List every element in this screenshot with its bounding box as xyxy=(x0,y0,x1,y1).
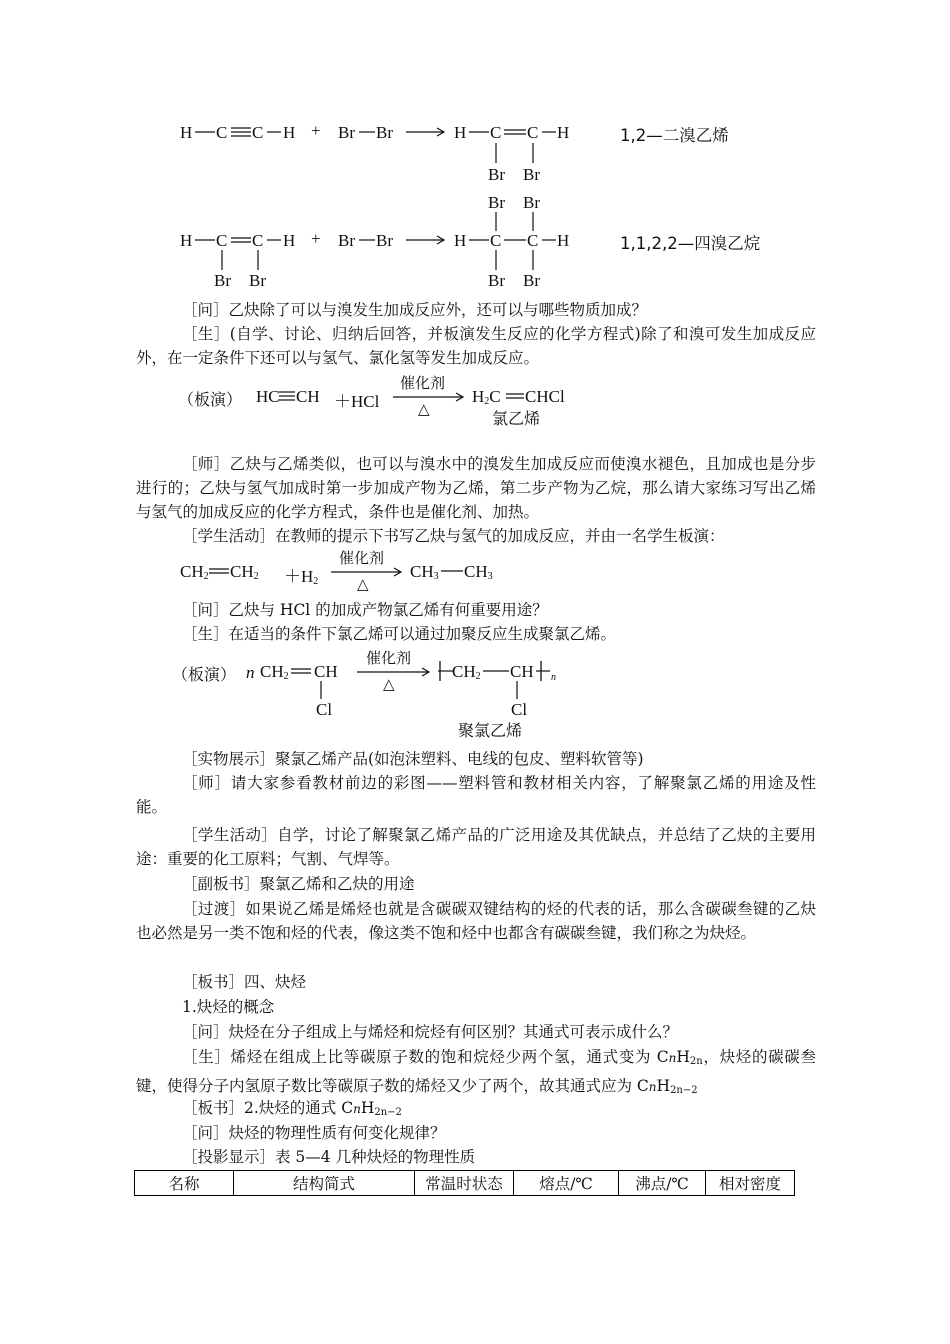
paragraph-board: ［板书］四、炔烃 xyxy=(182,973,307,991)
atom-br: Br xyxy=(338,231,355,250)
single-bond xyxy=(468,122,490,142)
double-bond xyxy=(230,230,252,250)
formula-ch: CH xyxy=(314,662,338,681)
formula-hcl: ＋HCl xyxy=(334,392,380,411)
banyan-label: （板演） xyxy=(178,390,243,409)
table-header-cell: 常温时状态 xyxy=(415,1171,514,1196)
vertical-bonds xyxy=(216,250,266,272)
single-bond xyxy=(503,230,527,250)
formula-hc: HC xyxy=(256,387,280,406)
atom-br: Br xyxy=(488,193,505,212)
pvc-label: 聚氯乙烯 xyxy=(458,721,523,740)
double-bond xyxy=(208,561,230,581)
double-bond xyxy=(505,386,525,406)
atom-br: Br xyxy=(523,165,540,184)
atom-h: H xyxy=(180,123,193,142)
vertical-bonds xyxy=(490,143,540,165)
table-header-cell: 熔点/℃ xyxy=(514,1171,619,1196)
single-bond xyxy=(358,122,376,142)
single-bond xyxy=(266,122,282,142)
formula-h2c: $H_2C$ xyxy=(472,387,501,407)
single-bond xyxy=(440,561,464,581)
atom-br: Br xyxy=(488,271,505,290)
atom-c: C xyxy=(252,231,264,250)
single-bond xyxy=(468,230,490,250)
catalyst-label: 催化剂 xyxy=(400,374,446,392)
vertical-bonds xyxy=(490,212,540,232)
vertical-bond xyxy=(316,681,326,701)
properties-table xyxy=(134,1170,795,1196)
paragraph-display: ［实物展示］聚氯乙烯产品(如泡沫塑料、电线的包皮、塑料软管等) xyxy=(182,750,644,768)
table-header-cell: 沸点/℃ xyxy=(619,1171,706,1196)
formula-ch2: $CH_2$ xyxy=(452,662,481,682)
product-name: 1,1,2,2—四溴乙烷 xyxy=(620,234,761,253)
atom-br: Br xyxy=(523,193,540,212)
single-bond xyxy=(358,230,376,250)
heat-symbol: △ xyxy=(383,675,395,693)
vinyl-chloride-label: 氯乙烯 xyxy=(492,409,541,428)
atom-c: C xyxy=(490,231,502,250)
formula-ch3: $CH_3$ xyxy=(464,562,493,582)
triple-bond xyxy=(230,122,252,142)
vertical-bonds xyxy=(490,250,540,272)
vertical-bond xyxy=(512,681,522,701)
formula-ch2: $CH_2$ xyxy=(260,662,289,682)
heat-symbol: △ xyxy=(418,400,430,418)
single-bond xyxy=(541,122,557,142)
atom-h: H xyxy=(454,123,467,142)
plus-sign: + xyxy=(311,229,321,248)
atom-c: C xyxy=(527,123,539,142)
paragraph-projection: ［投影显示］表 5—4 几种炔烃的物理性质 xyxy=(182,1148,476,1166)
atom-br: Br xyxy=(376,231,393,250)
paragraph-student: ［生］在适当的条件下氯乙烯可以通过加聚反应生成聚氯乙烯。 xyxy=(182,625,617,643)
formula-ch: CH xyxy=(510,662,534,681)
paragraph-student-activity: ［学生活动］在教师的提示下书写乙炔与氢气的加成反应，并由一名学生板演： xyxy=(182,527,725,545)
formula-n: n xyxy=(246,663,255,682)
paragraph-question: ［问］乙炔与 HCl 的加成产物氯乙烯有何重要用途？ xyxy=(182,601,548,619)
paragraph-question: ［问］炔烃在分子组成上与烯烃和烷烃有何区别？其通式可表示成什么？ xyxy=(182,1023,679,1041)
formula-ch2: $CH_2$ xyxy=(180,562,209,582)
paragraph-teacher: ［师］请大家参看教材前边的彩图——塑料管和教材相关内容，了解聚氯乙烯的用途及性能。 xyxy=(136,774,816,816)
paragraph-student-activity: ［学生活动］自学，讨论了解聚氯乙烯产品的广泛用途及其优缺点，并总结了乙炔的主要用途：重要的化工原料；气割、气焊等。 xyxy=(136,826,816,868)
formula-cl: Cl xyxy=(316,700,333,719)
atom-h: H xyxy=(557,123,570,142)
paragraph-question: ［问］乙炔除了可以与溴发生加成反应外，还可以与哪些物质加成？ xyxy=(182,301,648,319)
atom-h: H xyxy=(557,231,570,250)
formula-cl: Cl xyxy=(511,700,528,719)
atom-br: Br xyxy=(214,271,231,290)
formula-ch2: $CH_2$ xyxy=(230,562,259,582)
plus-sign: + xyxy=(311,121,321,140)
atom-br: Br xyxy=(249,271,266,290)
subscript-n: n xyxy=(551,672,556,683)
triple-bond xyxy=(278,386,296,406)
atom-br: Br xyxy=(338,123,355,142)
table-header-cell: 相对密度 xyxy=(706,1171,795,1196)
single-bond xyxy=(541,230,557,250)
reaction-arrow xyxy=(405,124,445,140)
paragraph-sub-board: ［副板书］聚氯乙烯和乙炔的用途 xyxy=(182,875,415,893)
formula-chcl: CHCl xyxy=(525,387,565,406)
single-bond xyxy=(194,230,216,250)
paragraph-student: ［生］(自学、讨论、归纳后回答，并板演发生反应的化学方程式)除了和溴可发生加成反应外，在一定条件下还可以与氢气、氯化氢等发生加成反应。 xyxy=(136,325,816,367)
atom-br: Br xyxy=(488,165,505,184)
paragraph-student: ［生］烯烃在组成上比等碳原子数的饱和烷烃少两个氢，通式变为 CnH$_{2n}$，炔烃的碳碳叁键，使得分子内氢原子数比等碳原子数的烯烃又少了两个，故其通式应为 CnH$_{2n-2}$ xyxy=(136,1048,816,1096)
formula-ch: CH xyxy=(296,387,320,406)
catalyst-label: 催化剂 xyxy=(366,649,412,667)
table-header-cell: 名称 xyxy=(135,1171,234,1196)
double-bond xyxy=(290,661,312,681)
atom-c: C xyxy=(216,123,228,142)
reaction-arrow xyxy=(405,232,445,248)
atom-c: C xyxy=(252,123,264,142)
formula-h2: $+H_2$ xyxy=(284,567,319,587)
table-header-row xyxy=(135,1171,795,1196)
atom-br: Br xyxy=(376,123,393,142)
formula-ch3: $CH_3$ xyxy=(410,562,439,582)
atom-h: H xyxy=(283,231,296,250)
paragraph-board: ［板书］2.炔烃的通式 CnH$_{2n-2}$ xyxy=(182,1099,402,1118)
catalyst-label: 催化剂 xyxy=(339,549,385,567)
double-bond xyxy=(503,122,527,142)
paragraph-question: ［问］炔烃的物理性质有何变化规律？ xyxy=(182,1124,446,1142)
atom-h: H xyxy=(454,231,467,250)
paragraph-heading: 1.炔烃的概念 xyxy=(182,998,275,1016)
single-bond xyxy=(482,661,510,681)
paragraph-transition: ［过渡］如果说乙烯是烯烃也就是含碳碳双键结构的烃的代表的话，那么含碳碳叁键的乙炔也必然是另一类不饱和烃的代表，像这类不饱和烃中也都含有碳碳叁键，我们称之为炔烃。 xyxy=(136,900,816,942)
product-name: 1,2—二溴乙烯 xyxy=(620,126,729,145)
banyan-label: （板演） xyxy=(172,665,237,684)
atom-c: C xyxy=(216,231,228,250)
heat-symbol: △ xyxy=(357,575,369,593)
paragraph-teacher: ［师］乙炔与乙烯类似，也可以与溴水中的溴发生加成反应而使溴水褪色，且加成也是分步进行的；乙炔与氢气加成时第一步加成产物为乙烯，第二步产物为乙烷，那么请大家练习写出乙烯与氢气的加成反应的化学方程式，条件也是催化剂、加热。 xyxy=(136,455,816,521)
atom-br: Br xyxy=(523,271,540,290)
atom-c: C xyxy=(527,231,539,250)
single-bond xyxy=(266,230,282,250)
single-bond xyxy=(194,122,216,142)
atom-c: C xyxy=(490,123,502,142)
atom-h: H xyxy=(180,231,193,250)
table-header-cell: 结构简式 xyxy=(234,1171,415,1196)
atom-h: H xyxy=(283,123,296,142)
